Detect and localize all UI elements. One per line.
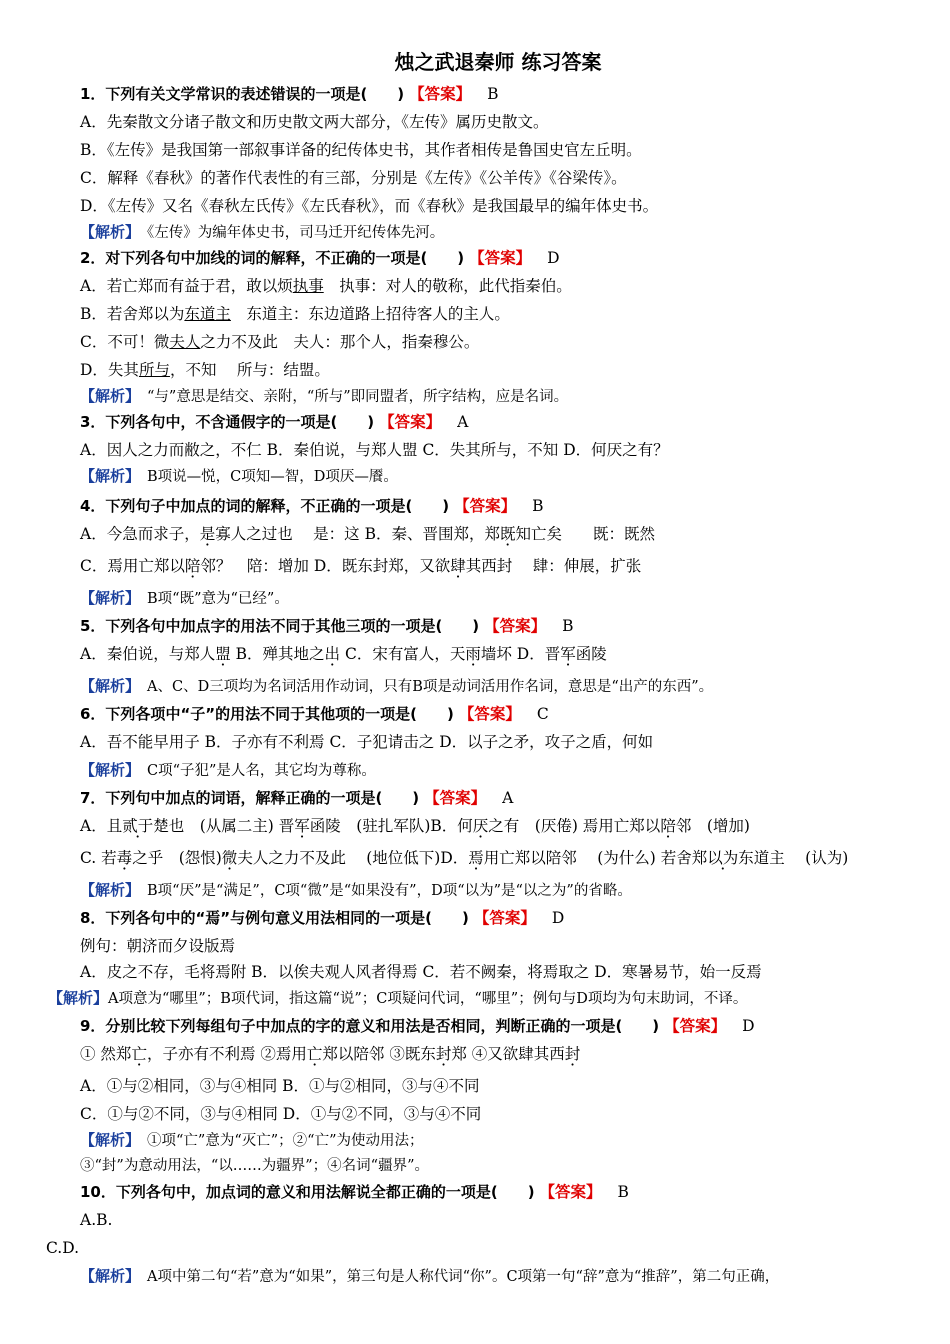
question-9-analysis-cont: ③“封”为意动用法，“以……为疆界”；④名词“疆界”。 bbox=[80, 1158, 429, 1174]
question-4-stem: 4．下列句子中加点的词的解释，不正确的一项是( ) bbox=[80, 497, 450, 515]
question-2-option-d: D．失其所与，不知 所与：结盟。 bbox=[80, 361, 330, 379]
question-5: 5．下列各句中加点字的用法不同于其他三项的一项是( ) 【答案】 B bbox=[80, 617, 574, 635]
question-4-analysis: 【解析】 B项“既”意为“已经”。 bbox=[80, 589, 289, 607]
question-7-options-line-1: A．且贰于楚也 (从属二主) 晋军函陵 (驻扎军队)B．何厌之有 (厌倦) 焉用亡郑以陪邻 (增加) bbox=[80, 817, 750, 835]
question-8-analysis: 【解析】A项意为“哪里”；B项代词，指这篇“说”；C项疑问代词，“哪里”；例句与D项均为句末助词，不译。 bbox=[48, 989, 748, 1007]
question-1-option-d: D．《左传》又名《春秋左氏传》《左氏春秋》，而《春秋》是我国最早的编年体史书。 bbox=[80, 197, 659, 215]
question-3-analysis: 【解析】 B项说—悦，C项知—智，D项厌—餍。 bbox=[80, 467, 398, 485]
question-10-options-cd: C.D. bbox=[46, 1239, 80, 1257]
question-3-options: A．因人之力而敝之，不仁 B．秦伯说，与郑人盟 C．失其所与，不知 D．何厌之有？ bbox=[80, 441, 669, 459]
question-6-analysis: 【解析】 C项“子犯”是人名，其它均为尊称。 bbox=[80, 761, 376, 779]
page-title: 烛之武退秦师 练习答案 bbox=[394, 50, 602, 74]
question-5-options: A．秦伯说，与郑人盟 B．殚其地之出 C．宋有富人，天雨墙坏 D．晋军函陵 bbox=[80, 645, 607, 663]
question-4-options-line-2: C．焉用亡郑以陪邻？ 陪：增加 D．既东封郑，又欲肆其西封 肆：伸展，扩张 bbox=[80, 557, 642, 575]
question-5-answer: B bbox=[562, 617, 574, 635]
question-2-option-c: C．不可！微夫人之力不及此 夫人：那个人，指秦穆公。 bbox=[80, 333, 480, 351]
question-3-answer: A bbox=[457, 413, 469, 431]
question-5-stem: 5．下列各句中加点字的用法不同于其他三项的一项是( ) bbox=[80, 617, 480, 635]
question-6-options: A．吾不能早用子 B．子亦有不利焉 C．子犯请击之 D．以子之矛，攻子之盾，何如 bbox=[80, 733, 654, 751]
question-7: 7．下列句中加点的词语，解释正确的一项是( ) 【答案】 A bbox=[80, 789, 514, 807]
question-1 bbox=[80, 84, 499, 104]
question-4-options-line-1: A．今急而求子，是寡人之过也 是：这 B．秦、晋围郑，郑既知亡矣 既：既然 bbox=[80, 525, 655, 543]
answer-tag: 【答案】 bbox=[409, 85, 472, 103]
question-1-option-b: B．《左传》是我国第一部叙事详备的纪传体史书，其作者相传是鲁国史官左丘明。 bbox=[80, 141, 642, 159]
question-4: 4．下列句子中加点的词的解释，不正确的一项是( ) 【答案】 B bbox=[80, 497, 544, 515]
question-8: 8．下列各句中的“焉”与例句意义用法相同的一项是( ) 【答案】 D bbox=[80, 909, 565, 927]
question-8-stem: 8．下列各句中的“焉”与例句意义用法相同的一项是( ) bbox=[80, 909, 469, 927]
question-9-stem: 9．分别比较下列每组句子中加点的字的意义和用法是否相同，判断正确的一项是( ) bbox=[80, 1017, 660, 1035]
question-9-sentences: ① 然郑亡，子亦有不利焉 ②焉用亡郑以陪邻 ③既东封郑 ④又欲肆其西封 bbox=[80, 1045, 581, 1063]
question-2-analysis: 【解析】 “与”意思是结交、亲附，“所与”即同盟者，所字结构，应是名词。 bbox=[80, 387, 569, 405]
question-6-answer: C bbox=[536, 705, 549, 723]
question-8-options: A．皮之不存，毛将焉附 B．以俟夫观人风者得焉 C．若不阙秦，将焉取之 D．寒暑易节，始一反焉 bbox=[80, 963, 762, 981]
question-1-stem: 1．下列有关文学常识的表述错误的一项是( ) bbox=[80, 85, 405, 103]
question-1-analysis: 【解析】 《左传》为编年体史书，司马迁开纪传体先河。 bbox=[80, 223, 445, 241]
question-9-options-line-2: C．①与②不同，③与④相同 D．①与②不同，③与④不同 bbox=[80, 1105, 482, 1123]
question-6: 6．下列各项中“子”的用法不同于其他项的一项是( ) 【答案】 C bbox=[80, 705, 549, 723]
question-10-options-ab: A.B. bbox=[80, 1211, 113, 1229]
question-2-option-a: A．若亡郑而有益于君，敢以烦执事 执事：对人的敬称，此代指秦伯。 bbox=[80, 277, 572, 295]
question-9: 9．分别比较下列每组句子中加点的字的意义和用法是否相同，判断正确的一项是( ) 【答案】 D bbox=[80, 1017, 755, 1035]
question-10: 10．下列各句中，加点词的意义和用法解说全都正确的一项是( ) 【答案】 B bbox=[80, 1183, 629, 1201]
question-8-example: 例句：朝济而夕设版焉 bbox=[80, 937, 236, 955]
question-9-answer: D bbox=[742, 1017, 755, 1035]
question-2 bbox=[80, 248, 560, 268]
question-10-analysis: 【解析】 A项中第二句“若”意为“如果”，第三句是人称代词“你”。C项第一句“辞”意为“推辞”，第二句正确， bbox=[80, 1267, 780, 1285]
question-7-options-line-2: C. 若毒之乎 (怨恨)微夫人之力不及此 (地位低下)D．焉用亡郑以陪邻 (为什么) 若舍郑以为东道主 (认为) bbox=[80, 849, 849, 867]
question-2-stem: 2．对下列各句中加线的词的解释，不正确的一项是( ) bbox=[80, 249, 465, 267]
question-6-stem: 6．下列各项中“子”的用法不同于其他项的一项是( ) bbox=[80, 705, 454, 723]
question-2-answer: D bbox=[547, 249, 560, 267]
question-7-stem: 7．下列句中加点的词语，解释正确的一项是( ) bbox=[80, 789, 420, 807]
answer-tag: 【答案】 bbox=[469, 249, 532, 267]
question-2-option-b: B．若舍郑以为东道主 东道主：东边道路上招待客人的主人。 bbox=[80, 305, 510, 323]
question-4-answer: B bbox=[532, 497, 544, 515]
question-3-stem: 3．下列各句中，不含通假字的一项是( ) bbox=[80, 413, 375, 431]
question-3: 3．下列各句中，不含通假字的一项是( ) 【答案】 A bbox=[80, 413, 469, 431]
question-9-options-line-1: A．①与②相同，③与④相同 B．①与②相同，③与④不同 bbox=[80, 1077, 480, 1095]
analysis-tag: 【解析】 bbox=[80, 223, 133, 241]
question-7-analysis: 【解析】 B项“厌”是“满足”，C项“微”是“如果没有”，D项“以为”是“以之为”的省略。 bbox=[80, 881, 632, 899]
question-9-analysis: 【解析】 ①项“亡”意为“灭亡”；②“亡”为使动用法； bbox=[80, 1131, 424, 1149]
question-10-answer: B bbox=[617, 1183, 629, 1201]
question-1-answer: B bbox=[487, 85, 499, 103]
question-1-option-a: A．先秦散文分诸子散文和历史散文两大部分，《左传》属历史散文。 bbox=[80, 113, 549, 131]
question-7-answer: A bbox=[502, 789, 514, 807]
question-8-answer: D bbox=[551, 909, 565, 927]
question-5-analysis: 【解析】 A、C、D三项均为名词活用作动词，只有B项是动词活用作名词，意思是“出产的东西”。 bbox=[80, 677, 714, 695]
question-1-option-c: C．解释《春秋》的著作代表性的有三部，分别是《左传》《公羊传》《谷梁传》。 bbox=[80, 169, 627, 187]
question-10-stem: 10．下列各句中，加点词的意义和用法解说全都正确的一项是( ) bbox=[80, 1183, 535, 1201]
